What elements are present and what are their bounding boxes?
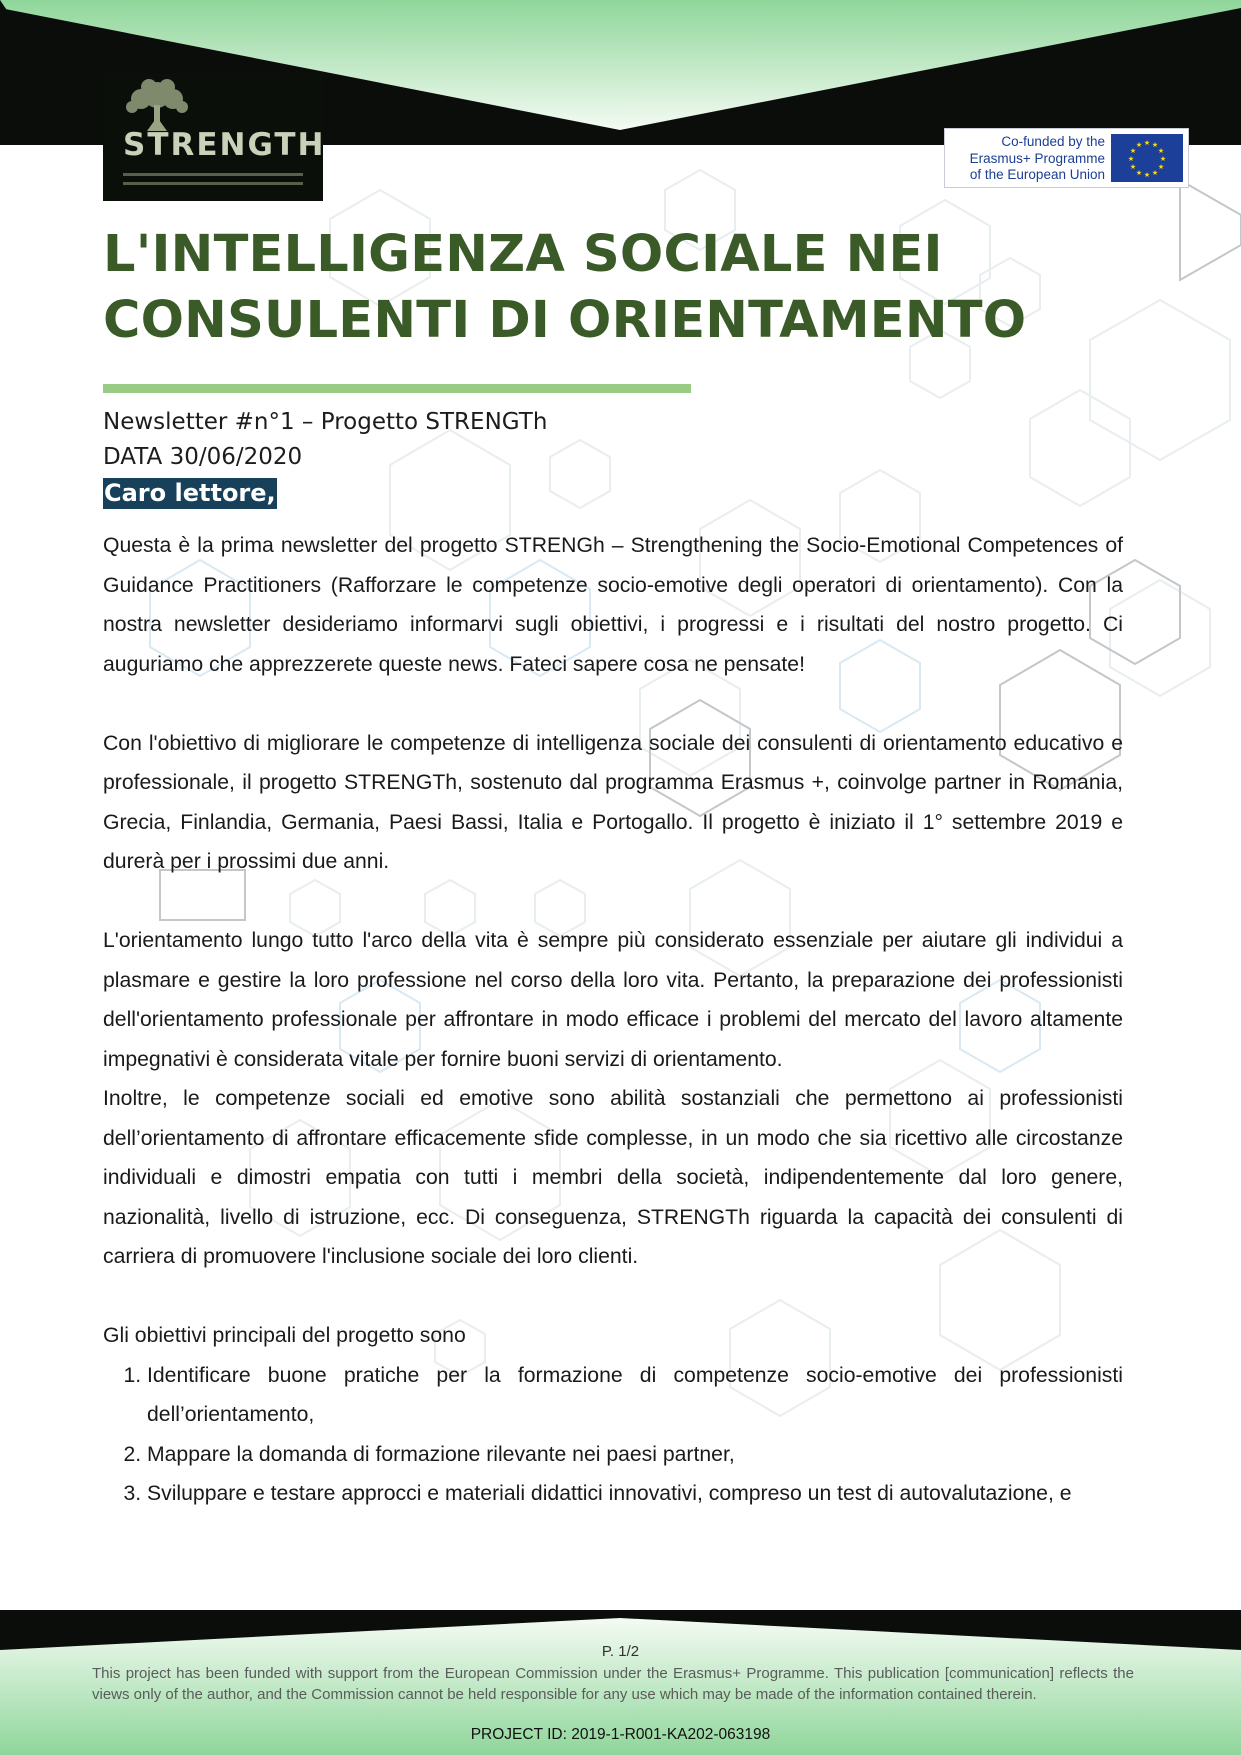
svg-text:★: ★ xyxy=(1157,163,1165,171)
svg-text:★: ★ xyxy=(1143,171,1151,179)
svg-text:★: ★ xyxy=(1129,147,1137,155)
objectives-list xyxy=(103,1356,1123,1514)
body-paragraph: Inoltre, le competenze sociali ed emotive sono abilità sostanziali che permettono ai professionisti dell’orientamento di affrontare efficacemente sfide complesse, in un modo che sia ricettivo alle circostanze individuali e dimostri empatia con tutti i membri della società, indipendentemente dal loro genere, nazionalità, livello di istruzione, ecc. Di conseguenza, STRENGTh riguarda la capacità dei consulenti di carriera di promuovere l'inclusione sociale dei loro clienti. xyxy=(103,1087,1123,1268)
body-paragraph: L'orientamento lungo tutto l'arco della vita è sempre più considerato essenziale per aiutare gli individui a plasmare e gestire la loro professione nel corso della loro vita. Pertanto, la preparazione dei professionisti dell'orientamento professionale per affrontare in modo efficace i problemi del mercato del lavoro altamente impegnativi è considerata vitale per fornire buoni servizi di orientamento. xyxy=(103,929,1123,1071)
eu-badge-line: Co-funded by the xyxy=(1001,134,1105,149)
project-id: PROJECT ID: 2019-1-R001-KA202-063198 xyxy=(470,1726,771,1743)
body-paragraph: Questa è la prima newsletter del progetto STRENGh – Strengthening the Socio-Emotional Competences of Guidance Practitioners (Rafforzare le competenze socio-emotive degli operatori di orientamento). Con la nostra newsletter desideriamo informarvi sugli obiettivi, i progressi e i risultati del nostro progetto. Ci auguriamo che apprezzerete queste news. Fateci sapere cosa ne pensate! xyxy=(103,534,1123,676)
logo-wordmark: STRENGTH xyxy=(123,127,326,163)
greeting-heading: Caro lettore, xyxy=(104,479,276,507)
list-item: 1. Identificare buone pratiche per la formazione di competenze socio-emotive dei professionisti dell’orientamento, xyxy=(147,1356,1123,1435)
eu-badge-text xyxy=(949,134,1105,184)
eu-badge-line: Erasmus+ Programme xyxy=(969,150,1105,166)
eu-flag-icon xyxy=(1111,134,1183,182)
objectives-intro: Gli obiettivi principali del progetto sono xyxy=(103,1324,466,1347)
list-item: 2. Mappare la domanda di formazione rilevante nei paesi partner, xyxy=(147,1435,1123,1475)
svg-text:★: ★ xyxy=(1135,169,1143,177)
svg-text:★: ★ xyxy=(1127,155,1135,163)
erasmus-cofunded-badge xyxy=(944,128,1189,188)
svg-text:★: ★ xyxy=(1157,147,1165,155)
svg-text:★: ★ xyxy=(1151,169,1159,177)
svg-text:★: ★ xyxy=(1151,141,1159,149)
issue-date: DATA 30/06/2020 xyxy=(103,444,303,470)
body-paragraph: Con l'obiettivo di migliorare le competenze di intelligenza sociale dei consulenti di orientamento educativo e professionale, il progetto STRENGTh, sostenuto dal programma Erasmus +, coinvolge partner in Romania, Grecia, Finlandia, Germania, Paesi Bassi, Italia e Portogallo. Il progetto è iniziato il 1° settembre 2019 e durerà per i prossimi due anni. xyxy=(103,731,1123,873)
page-number: P. 1/2 xyxy=(601,1643,640,1660)
newsletter-label: Newsletter #n°1 – Progetto STRENGTh xyxy=(103,409,548,435)
title-line: L'INTELLIGENZA SOCIALE NEI xyxy=(103,225,943,284)
svg-text:★: ★ xyxy=(1129,163,1137,171)
svg-text:★: ★ xyxy=(1159,155,1167,163)
funding-disclaimer: This project has been funded with support from the European Commission under the Erasmus+ Programme. This publication [communication] reflects the views only of the author, and the Commission cannot be held responsible for any use which may be made of the information contained therein. xyxy=(92,1665,1134,1703)
page-title xyxy=(103,222,1103,354)
strength-logo xyxy=(103,73,326,201)
eu-badge-line: of the European Union xyxy=(969,167,1105,182)
logo-subtitle-lines xyxy=(123,173,303,191)
list-item: 3. Sviluppare e testare approcci e materiali didattici innovativi, compreso un test di autovalutazione, e xyxy=(147,1474,1123,1514)
article-body xyxy=(103,526,1123,1514)
title-line: CONSULENTI DI ORIENTAMENTO xyxy=(103,291,1027,350)
svg-text:★: ★ xyxy=(1135,141,1143,149)
svg-text:★: ★ xyxy=(1143,139,1151,147)
title-underline xyxy=(103,384,691,393)
